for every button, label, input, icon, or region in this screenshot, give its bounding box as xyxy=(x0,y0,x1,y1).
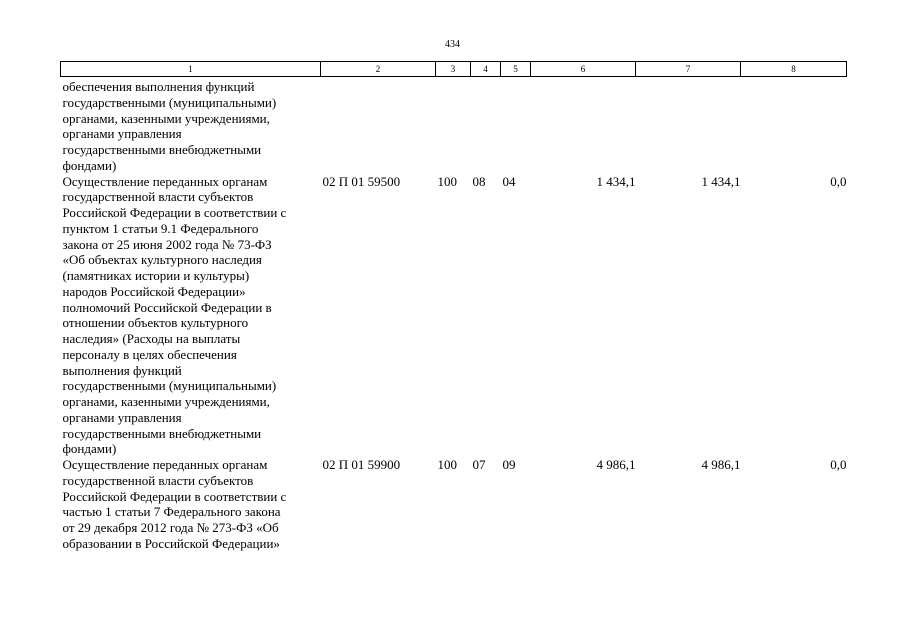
row-subsection: 04 xyxy=(502,173,516,189)
column-header-7: 7 xyxy=(636,62,741,77)
row-value-8: 0,0 xyxy=(830,173,847,189)
row-description: Осуществление переданных органам государственной власти субъектов Российской Федерации в соответствии с частью 1 статьи 7 Федерального закона от 29 декабря 2012 года № 273-ФЗ «Об образовании в Российской Федерации» xyxy=(62,457,287,551)
row-expense-type xyxy=(436,77,471,174)
row-subsection: 09 xyxy=(502,457,516,472)
row-value-7: 4 986,1 xyxy=(701,457,741,472)
table-row xyxy=(61,77,847,174)
budget-table xyxy=(60,61,847,552)
column-header-2: 2 xyxy=(321,62,436,77)
column-header-6: 6 xyxy=(531,62,636,77)
row-target-code xyxy=(321,77,436,174)
row-target-code: 02 П 01 59900 xyxy=(322,457,401,472)
row-target-code: 02 П 01 59500 xyxy=(322,173,401,189)
column-header-3: 3 xyxy=(436,62,471,77)
column-header-4: 4 xyxy=(471,62,501,77)
row-value-8 xyxy=(741,77,847,174)
page-number: 434 xyxy=(445,39,460,50)
row-section: 07 xyxy=(472,457,486,472)
column-header-8: 8 xyxy=(741,62,847,77)
row-value-6: 1 434,1 xyxy=(596,173,636,189)
table-row xyxy=(61,457,847,552)
row-value-8: 0,0 xyxy=(830,457,847,472)
row-section xyxy=(471,77,501,174)
table-row xyxy=(61,174,847,458)
row-expense-type: 100 xyxy=(437,457,457,472)
column-header-1: 1 xyxy=(61,62,321,77)
column-number-header-row xyxy=(61,62,847,77)
row-section: 08 xyxy=(472,173,486,189)
row-description: Осуществление переданных органам государственной власти субъектов Российской Федерации в соответствии с пунктом 1 статьи 9.1 Федерального закона от 25 июня 2002 года № 73-ФЗ «Об объектах культурного наследия (памятниках истории и культуры) народов Российской Федерации» полномочий Российской Федерации в отношении объектов культурного наследия» (Расходы на выплаты персоналу в целях обеспечения выполнения функций государственными (муниципальными) органами, казенными учреждениями, органами управления государственными внебюджетными фондами) xyxy=(62,173,287,457)
row-value-7 xyxy=(636,77,741,174)
row-value-7: 1 434,1 xyxy=(701,173,741,189)
row-subsection xyxy=(501,77,531,174)
row-description: обеспечения выполнения функций государственными (муниципальными) органами, казенными учреждениями, органами управления государственными внебюджетными фондами) xyxy=(62,79,277,173)
column-header-5: 5 xyxy=(501,62,531,77)
row-expense-type: 100 xyxy=(437,173,457,189)
row-value-6: 4 986,1 xyxy=(596,457,636,472)
row-value-6 xyxy=(531,77,636,174)
